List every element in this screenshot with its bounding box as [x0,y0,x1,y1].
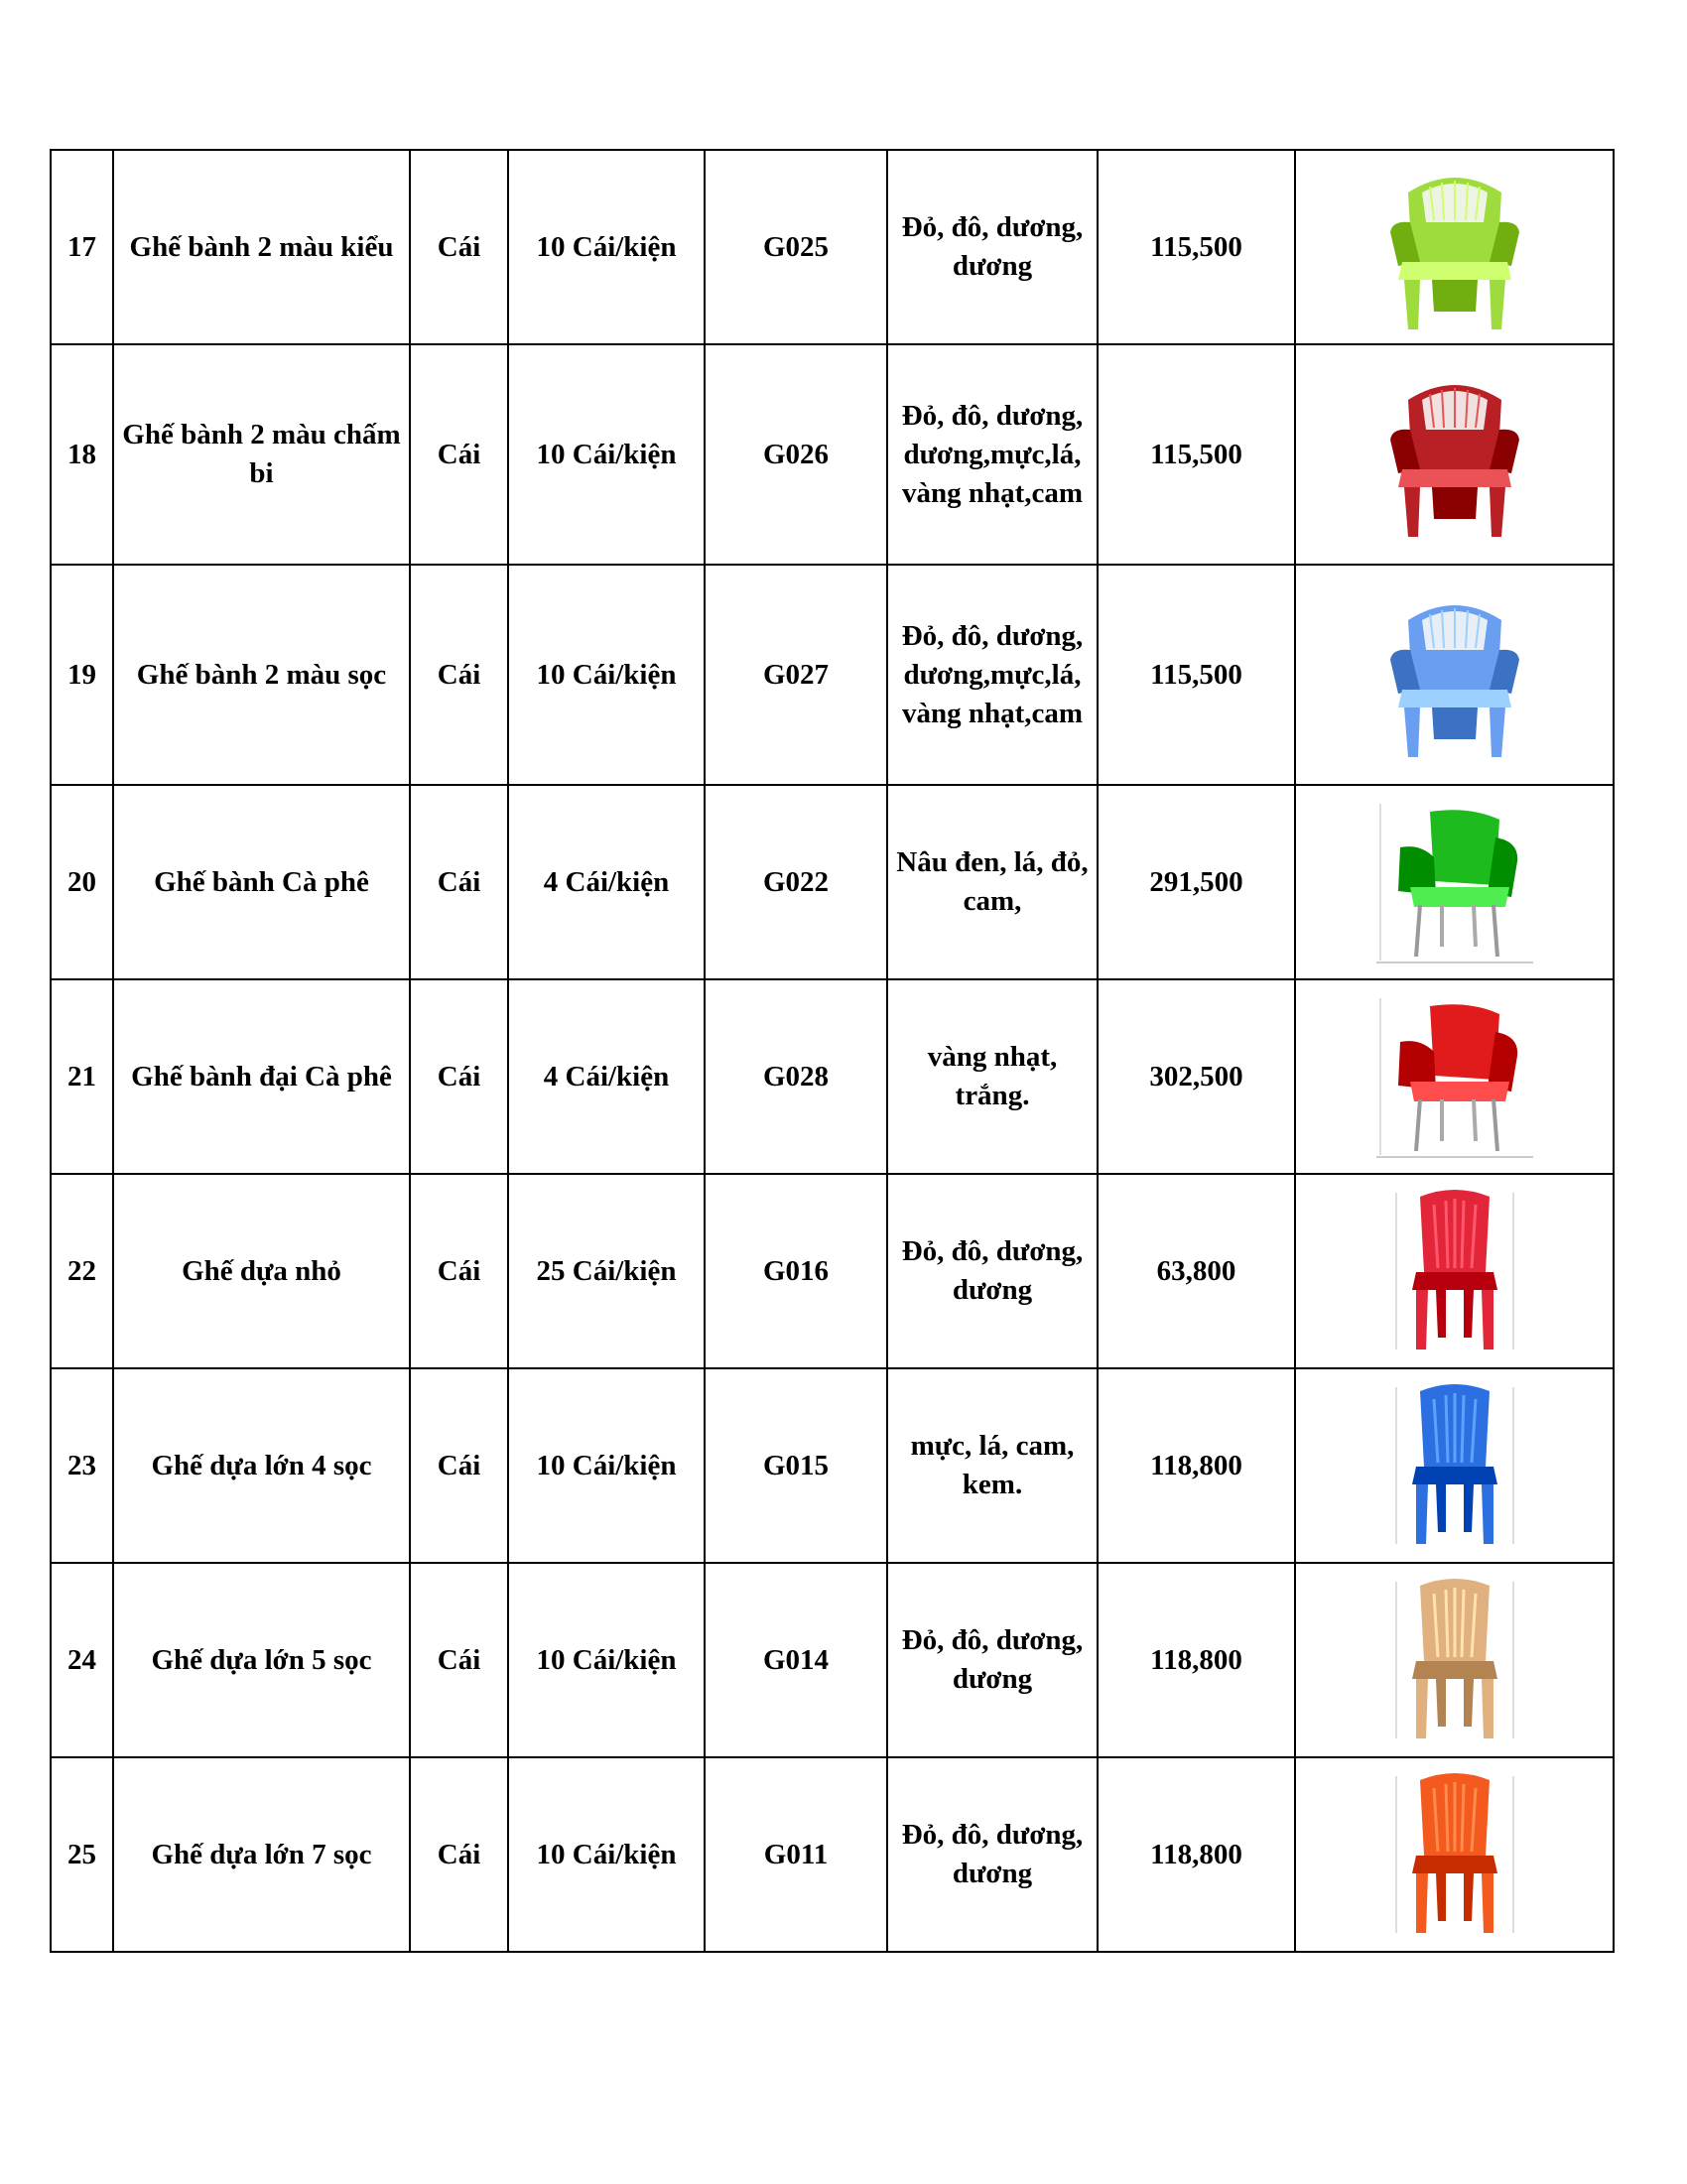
unit-cell: Cái [410,1757,508,1952]
item-number-cell: 25 [51,1757,113,1952]
packing-cell: 4 Cái/kiện [508,979,705,1174]
cafe-chair-icon [1296,992,1613,1161]
armchair-icon [1296,590,1613,759]
table-row [51,1563,1614,1757]
price-cell: 63,800 [1098,1174,1295,1368]
product-image-cell [1295,1174,1614,1368]
product-name-cell: Ghế bành 2 màu kiểu [113,150,410,344]
unit-cell: Cái [410,344,508,565]
table-body [51,150,1614,1952]
product-code-cell: G027 [705,565,887,785]
item-number-cell: 18 [51,344,113,565]
colors-cell: Đỏ, đô, dương, dương [887,1174,1098,1368]
table-row [51,979,1614,1174]
packing-cell: 10 Cái/kiện [508,1757,705,1952]
product-code-cell: G015 [705,1368,887,1563]
product-image-cell [1295,150,1614,344]
item-number-cell: 19 [51,565,113,785]
unit-cell: Cái [410,1368,508,1563]
price-cell: 118,800 [1098,1757,1295,1952]
table-row [51,785,1614,979]
product-image-cell [1295,785,1614,979]
colors-cell: Đỏ, đô, dương, dương [887,150,1098,344]
packing-cell: 4 Cái/kiện [508,785,705,979]
product-image-cell [1295,565,1614,785]
unit-cell: Cái [410,979,508,1174]
packing-cell: 10 Cái/kiện [508,150,705,344]
product-image-cell [1295,1757,1614,1952]
product-price-table [50,149,1615,1953]
table-row [51,344,1614,565]
side-chair-icon [1296,1770,1613,1939]
packing-cell: 10 Cái/kiện [508,565,705,785]
packing-cell: 10 Cái/kiện [508,344,705,565]
product-name-cell: Ghế dựa nhỏ [113,1174,410,1368]
colors-cell: vàng nhạt, trắng. [887,979,1098,1174]
product-name-cell: Ghế bành 2 màu chấm bi [113,344,410,565]
product-code-cell: G011 [705,1757,887,1952]
item-number-cell: 23 [51,1368,113,1563]
product-image-cell [1295,1368,1614,1563]
price-cell: 115,500 [1098,344,1295,565]
colors-cell: Đỏ, đô, dương, dương,mực,lá, vàng nhạt,cam [887,565,1098,785]
table-row [51,150,1614,344]
product-code-cell: G016 [705,1174,887,1368]
colors-cell: Đỏ, đô, dương, dương,mực,lá, vàng nhạt,cam [887,344,1098,565]
colors-cell: Đỏ, đô, dương, dương [887,1757,1098,1952]
item-number-cell: 20 [51,785,113,979]
product-image-cell [1295,344,1614,565]
product-image-cell [1295,1563,1614,1757]
product-name-cell: Ghế dựa lớn 7 sọc [113,1757,410,1952]
armchair-icon [1296,370,1613,539]
product-name-cell: Ghế dựa lớn 4 sọc [113,1368,410,1563]
colors-cell: Đỏ, đô, dương, dương [887,1563,1098,1757]
product-code-cell: G025 [705,150,887,344]
price-cell: 115,500 [1098,565,1295,785]
product-name-cell: Ghế bành 2 màu sọc [113,565,410,785]
side-chair-icon [1296,1381,1613,1550]
unit-cell: Cái [410,1563,508,1757]
unit-cell: Cái [410,1174,508,1368]
unit-cell: Cái [410,150,508,344]
side-chair-icon [1296,1187,1613,1355]
item-number-cell: 24 [51,1563,113,1757]
price-cell: 291,500 [1098,785,1295,979]
unit-cell: Cái [410,565,508,785]
colors-cell: Nâu đen, lá, đỏ, cam, [887,785,1098,979]
product-name-cell: Ghế dựa lớn 5 sọc [113,1563,410,1757]
product-code-cell: G014 [705,1563,887,1757]
packing-cell: 10 Cái/kiện [508,1368,705,1563]
price-cell: 115,500 [1098,150,1295,344]
colors-cell: mực, lá, cam, kem. [887,1368,1098,1563]
product-name-cell: Ghế bành đại Cà phê [113,979,410,1174]
table-row [51,1368,1614,1563]
price-cell: 118,800 [1098,1368,1295,1563]
unit-cell: Cái [410,785,508,979]
price-cell: 118,800 [1098,1563,1295,1757]
side-chair-icon [1296,1576,1613,1744]
product-image-cell [1295,979,1614,1174]
table-row [51,565,1614,785]
price-cell: 302,500 [1098,979,1295,1174]
packing-cell: 10 Cái/kiện [508,1563,705,1757]
packing-cell: 25 Cái/kiện [508,1174,705,1368]
table-row [51,1757,1614,1952]
item-number-cell: 22 [51,1174,113,1368]
product-name-cell: Ghế bành Cà phê [113,785,410,979]
armchair-icon [1296,163,1613,331]
product-code-cell: G022 [705,785,887,979]
cafe-chair-icon [1296,798,1613,966]
product-code-cell: G026 [705,344,887,565]
product-code-cell: G028 [705,979,887,1174]
item-number-cell: 21 [51,979,113,1174]
item-number-cell: 17 [51,150,113,344]
table-row [51,1174,1614,1368]
